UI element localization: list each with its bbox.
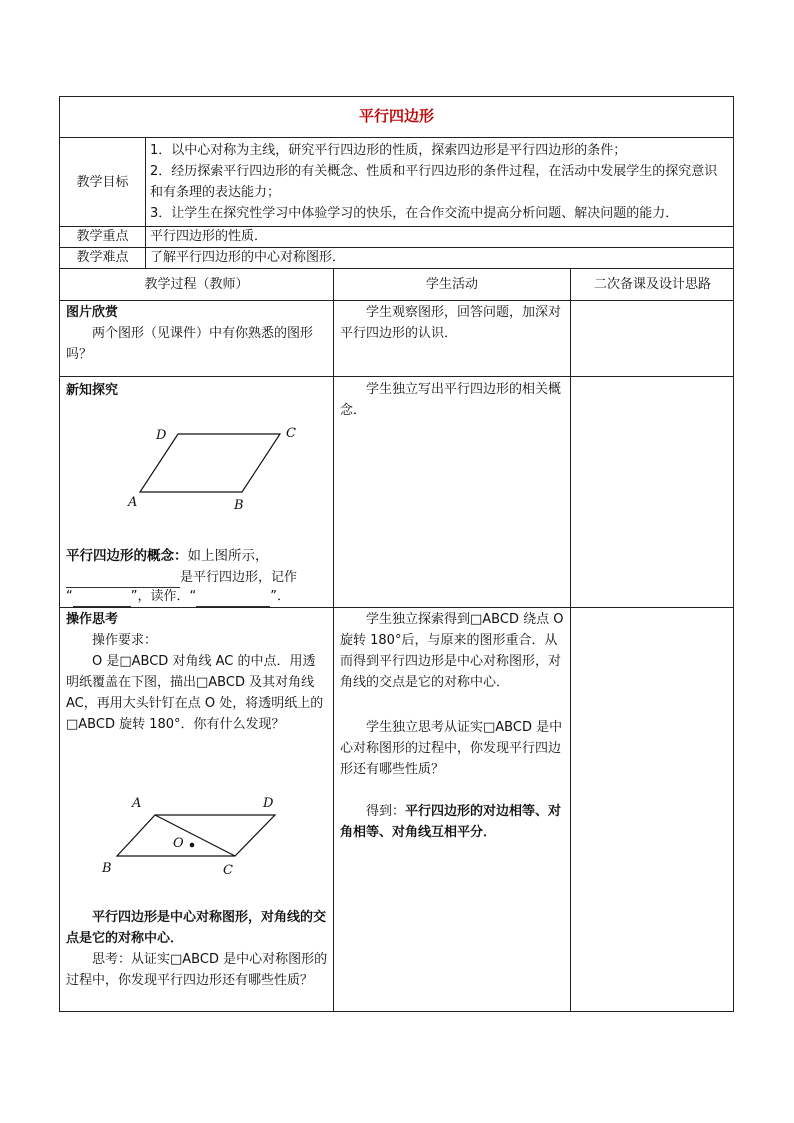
page-title: 平行四边形: [358, 107, 434, 125]
rule-header: [60, 300, 734, 301]
quote-end: ”．: [270, 589, 290, 604]
section3-student-p3: [340, 801, 566, 843]
header-notes: 二次备课及设计思路: [593, 277, 711, 292]
center-point-o: [190, 843, 195, 848]
quote-open: “: [66, 589, 73, 604]
vertex-c-label: C: [286, 426, 296, 441]
point-c-label: C: [223, 863, 233, 878]
difficulty-text: 了解平行四边形的中心对称图形．: [150, 250, 346, 265]
requirement-text: O 是□ABCD 对角线 AC 的中点．用透明纸覆盖在下图，描出□ABCD 及其对角线 AC，再用大头针钉在点 O 处，将透明纸上的□ABCD 旋转 180°．你有什么发现？: [66, 654, 324, 732]
point-a-label: A: [132, 796, 142, 811]
vertex-d-label: D: [156, 428, 167, 443]
section2-student-text: 学生独立写出平行四边形的相关概念．: [340, 382, 562, 418]
concept-tail: 如上图所示，: [187, 548, 269, 564]
keypoint-label: 教学重点: [76, 229, 129, 244]
point-b-label: B: [102, 861, 112, 876]
rotation-figure: [95, 790, 295, 882]
rule-student-column: [570, 268, 571, 1012]
requirement-label: 操作要求：: [92, 633, 158, 648]
section1-heading: 图片欣赏: [66, 305, 119, 320]
blank-reading[interactable]: [196, 591, 270, 607]
concept-line: [66, 546, 328, 567]
concept-line2-text: 是平行四边形，记作: [180, 570, 298, 585]
quote-read: ”，读作．“: [130, 589, 197, 604]
section3-heading: 操作思考: [66, 612, 119, 627]
rule-section1: [60, 376, 734, 377]
result-prefix: 得到：: [366, 804, 406, 819]
section1-teacher-text: 两个图形（见课件）中有你熟悉的图形吗？: [66, 326, 314, 362]
point-d-label: D: [263, 796, 274, 811]
vertex-a-label: A: [128, 495, 138, 510]
symmetry-conclusion: 平行四边形是中心对称图形，对角线的交点是它的对称中心．: [66, 910, 327, 946]
objective-item-2: 2．经历探索平行四边形的有关概念、性质和平行四边形的条件过程，在活动中发展学生的探究意识和有条理的表达能力；: [150, 164, 718, 200]
difficulty-label: 教学难点: [76, 250, 129, 265]
blank-notation[interactable]: [73, 591, 131, 607]
rule-difficulty: [60, 268, 734, 269]
objectives-list: [150, 140, 730, 224]
diagonal-ac: [155, 815, 235, 856]
section3-student-p2: 学生独立思考从证实□ABCD 是中心对称图形的过程中，你发现平行四边形还有哪些性质？: [340, 720, 563, 777]
vertex-b-label: B: [234, 498, 244, 513]
header-teacher: 教学过程（教师）: [144, 277, 249, 292]
objectives-label: 教学目标: [76, 175, 129, 190]
parallelogram-figure: [120, 420, 320, 520]
objective-item-3: 3．让学生在探究性学习中体验学习的快乐，在合作交流中提高分析问题、解决问题的能力．: [150, 206, 679, 221]
header-student: 学生活动: [425, 277, 478, 292]
keypoint-text: 平行四边形的性质．: [150, 229, 268, 244]
concept-label: 平行四边形的概念：: [66, 548, 188, 564]
objective-item-1: 1．以中心对称为主线，研究平行四边形的性质，探索四边形是平行四边形的条件；: [150, 143, 627, 158]
rule-teacher-column: [333, 268, 334, 1012]
section2-heading: 新知探究: [66, 383, 119, 398]
section3-student-p1: 学生独立探索得到□ABCD 绕点 O 旋转 180°后，与原来的图形重合．从而得到平行四边形是中心对称图形，对角线的交点是它的对称中心．: [340, 612, 564, 690]
result-properties: 平行四边形的对边相等、对角相等、对角线互相平分．: [340, 804, 562, 840]
think-question: 思考：从证实□ABCD 是中心对称图形的过程中，你发现平行四边形还有哪些性质？: [66, 952, 328, 988]
section1-student-text: 学生观察图形，回答问题，加深对平行四边形的认识．: [340, 305, 562, 341]
rule-section2: [60, 607, 734, 608]
concept-line-2: [66, 567, 328, 588]
rule-label-column: [145, 137, 146, 268]
rule-title: [60, 137, 734, 138]
point-o-label: O: [173, 836, 184, 851]
concept-line-3: [66, 586, 328, 607]
